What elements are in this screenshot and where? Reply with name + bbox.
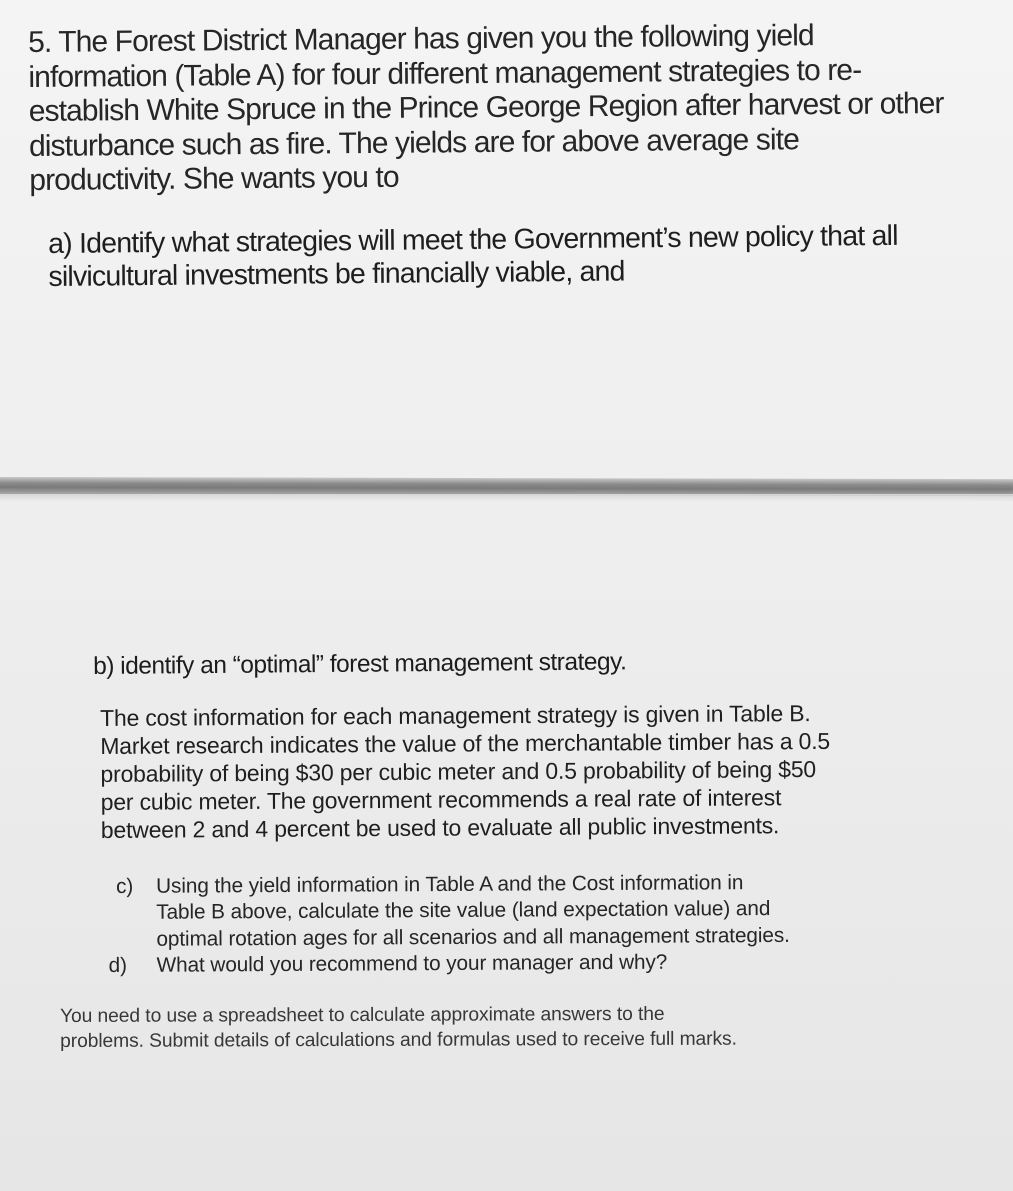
question-parts-c-d: [108, 870, 790, 979]
note-line: problems. Submit details of calculations and formulas used to receive full marks.: [60, 1028, 737, 1052]
part-a-line: silvicultural investments be financially viable, and: [48, 255, 625, 293]
cost-info-line: probability of being $30 per cubic meter and 0.5 probability of being $50: [100, 756, 817, 787]
spreadsheet-note: [60, 1002, 737, 1054]
part-d-text: What would you recommend to your manager and why?: [156, 950, 668, 977]
part-d-item: [108, 949, 790, 979]
question-intro-line: information (Table A) for four different management strategies to re-: [28, 53, 862, 94]
question-intro-line: disturbance such as fire. The yields are for above average site: [28, 122, 800, 163]
part-c-marker: c): [116, 874, 134, 898]
cost-information: [100, 699, 831, 844]
part-d-marker: d): [108, 953, 127, 977]
part-b-text: b) identify an “optimal” forest management strategy.: [93, 648, 627, 680]
cost-info-line: between 2 and 4 percent be used to evaluate all public investments.: [100, 812, 780, 843]
part-c-item: [116, 870, 790, 953]
question-intro-line: 5. The Forest District Manager has given you the following yield: [28, 19, 814, 59]
part-c-line: Using the yield information in Table A and the Cost information in: [156, 871, 744, 898]
part-c-line: Table B above, calculate the site value (land expectation value) and: [156, 897, 771, 925]
cost-info-line: Market research indicates the value of the merchantable timber has a 0.5: [100, 727, 831, 759]
cost-info-line: The cost information for each management strategy is given in Table B.: [100, 700, 811, 731]
note-line: You need to use a spreadsheet to calculate approximate answers to the: [60, 1003, 665, 1027]
part-a-line: a) Identify what strategies will meet the Government’s new policy that all: [48, 219, 898, 260]
section-divider-shadow: [0, 494, 1013, 502]
cost-info-line: per cubic meter. The government recommends a real rate of interest: [100, 784, 782, 815]
question-intro: [28, 18, 944, 198]
question-part-a: [48, 220, 898, 294]
part-c-line: optimal rotation ages for all scenarios and all management strategies.: [156, 923, 790, 951]
question-intro-line: establish White Spruce in the Prince George Region after harvest or other: [28, 87, 944, 128]
question-intro-line: productivity. She wants you to: [29, 160, 399, 197]
question-part-b: [93, 647, 626, 682]
